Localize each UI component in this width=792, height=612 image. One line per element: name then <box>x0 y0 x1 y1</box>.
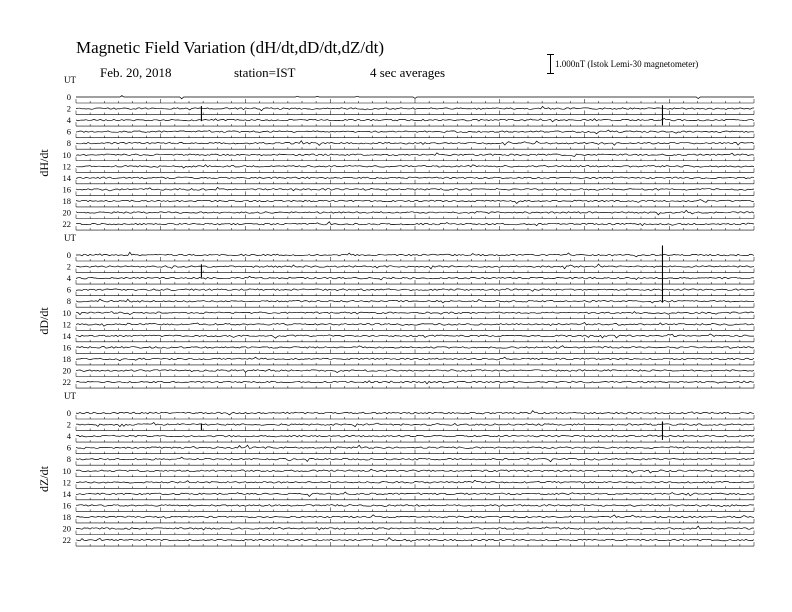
hour-label: 18 <box>62 353 71 364</box>
trace-line <box>76 264 754 269</box>
hour-label: 16 <box>62 184 71 195</box>
hour-label: 8 <box>66 454 71 465</box>
hour-label: 16 <box>62 500 71 511</box>
hour-label: 0 <box>66 92 71 102</box>
trace-line <box>76 299 754 303</box>
hour-label: 4 <box>66 115 71 126</box>
trace-line <box>76 515 754 518</box>
hour-label: 20 <box>62 207 71 218</box>
trace-line <box>76 289 754 292</box>
trace-line <box>76 153 754 157</box>
hour-label: 14 <box>62 172 71 183</box>
trace-line <box>76 480 754 483</box>
trace-line <box>76 210 754 215</box>
hour-label: 2 <box>66 261 71 272</box>
trace-line <box>76 381 754 384</box>
station-label: station=IST <box>234 65 296 80</box>
ut-label: UT <box>64 233 76 243</box>
trace-line <box>76 276 754 280</box>
hour-label: 10 <box>62 465 71 476</box>
trace-line <box>76 130 754 134</box>
hour-label: 16 <box>62 342 71 353</box>
trace-line <box>76 323 754 327</box>
trace-line <box>76 252 754 256</box>
hour-label: 0 <box>66 408 71 418</box>
trace-line <box>76 411 754 415</box>
trace-line <box>76 187 754 191</box>
trace-line <box>76 492 754 497</box>
hour-label: 22 <box>62 535 71 546</box>
trace-line <box>76 200 754 204</box>
panel-ylabel: dD/dt <box>37 307 51 335</box>
hour-label: 6 <box>66 442 71 453</box>
hour-label: 6 <box>66 284 71 295</box>
hour-label: 6 <box>66 126 71 137</box>
averaging-label: 4 sec averages <box>370 65 446 80</box>
trace-line <box>76 435 754 437</box>
hour-label: 14 <box>62 330 71 341</box>
trace-line <box>76 357 754 361</box>
trace-line <box>76 141 754 146</box>
hour-label: 20 <box>62 523 71 534</box>
panel-dD-dt <box>37 233 754 388</box>
hour-label: 10 <box>62 307 71 318</box>
ut-label: UT <box>64 75 76 85</box>
ut-label: UT <box>64 391 76 401</box>
trace-line <box>76 96 754 99</box>
hour-label: 8 <box>66 138 71 149</box>
hour-label: 2 <box>66 419 71 430</box>
trace-line <box>76 445 754 449</box>
trace-line <box>76 165 754 168</box>
hour-label: 20 <box>62 365 71 376</box>
panel-ylabel: dH/dt <box>37 149 51 177</box>
panel-dZ-dt <box>37 391 754 546</box>
date-label: Feb. 20, 2018 <box>100 65 172 80</box>
trace-line <box>76 526 754 530</box>
hour-label: 8 <box>66 296 71 307</box>
hour-label: 12 <box>62 161 71 172</box>
trace-line <box>76 538 754 542</box>
scale-label: 1.000nT (Istok Lemi-30 magnetometer) <box>555 59 699 69</box>
trace-line <box>76 423 754 427</box>
hour-label: 22 <box>62 377 71 388</box>
hour-label: 4 <box>66 431 71 442</box>
hour-label: 2 <box>66 103 71 114</box>
hour-label: 18 <box>62 511 71 522</box>
hour-label: 22 <box>62 219 71 230</box>
chart-title: Magnetic Field Variation (dH/dt,dD/dt,dZ/dt) <box>76 38 385 57</box>
hour-label: 14 <box>62 488 71 499</box>
trace-line <box>76 369 754 372</box>
trace-line <box>76 334 754 338</box>
hour-label: 10 <box>62 149 71 160</box>
hour-label: 12 <box>62 477 71 488</box>
hour-label: 12 <box>62 319 71 330</box>
trace-line <box>76 469 754 473</box>
hour-label: 18 <box>62 195 71 206</box>
trace-line <box>76 505 754 507</box>
trace-line <box>76 312 754 315</box>
hour-label: 0 <box>66 250 71 260</box>
trace-line <box>76 177 754 179</box>
trace-line <box>76 106 754 110</box>
panel-dH-dt <box>37 75 754 230</box>
panel-ylabel: dZ/dt <box>37 466 51 492</box>
trace-line <box>76 346 754 349</box>
trace-line <box>76 222 754 226</box>
trace-line <box>76 457 754 462</box>
trace-line <box>76 119 754 122</box>
hour-label: 4 <box>66 273 71 284</box>
